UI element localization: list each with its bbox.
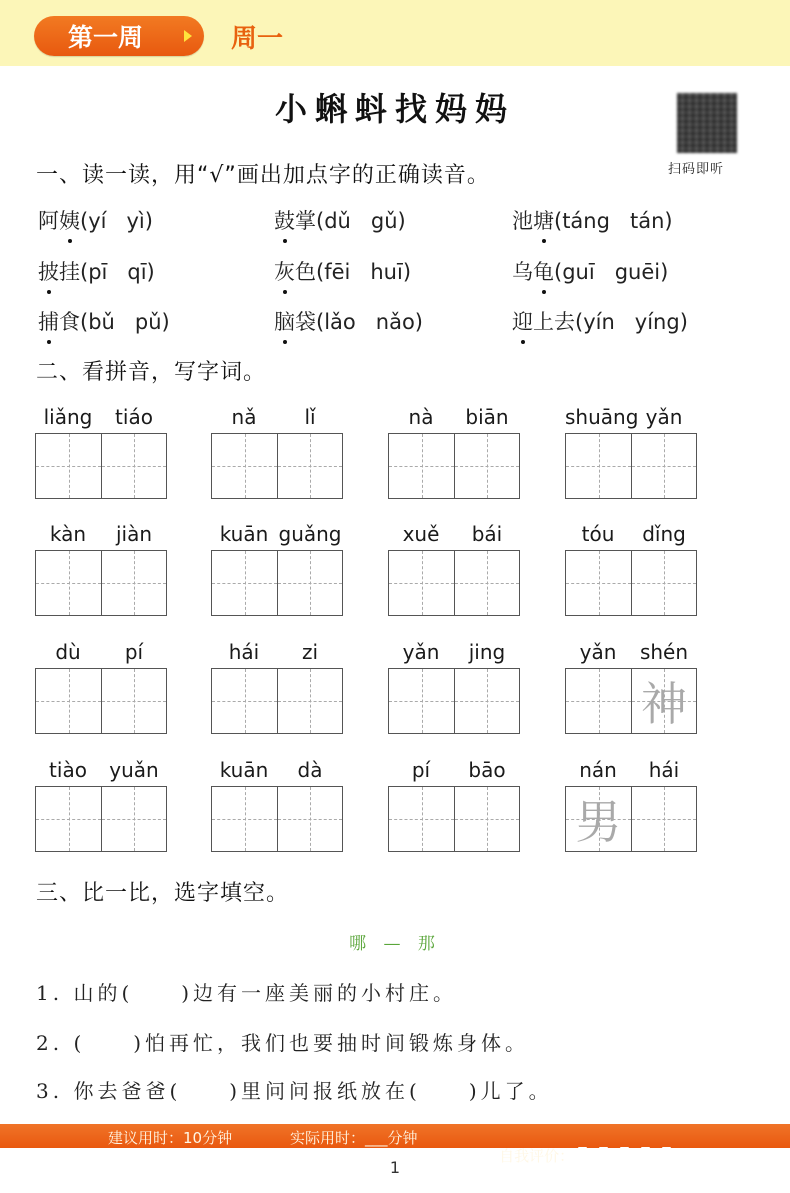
- fill-sentence-2: 2. ( )怕再忙，我们也要抽时间锻炼身体。: [36, 1031, 530, 1055]
- self-eval-label: 自我评价：: [499, 1147, 575, 1165]
- pinyin-label: [35, 758, 167, 784]
- pinyin-label: [211, 758, 343, 784]
- writing-cell[interactable]: [389, 669, 454, 733]
- tian-zi-box: [565, 786, 697, 852]
- reading-word: [512, 260, 554, 284]
- pinyin-syllable: hái: [228, 640, 260, 664]
- reading-word: [274, 260, 316, 284]
- character: 色: [295, 260, 316, 284]
- writing-cell[interactable]: [454, 669, 519, 733]
- writing-cell[interactable]: [101, 669, 166, 733]
- pinyin-syllable: shuāng: [565, 405, 639, 429]
- character: 挂: [59, 260, 80, 284]
- pronunciation-options[interactable]: (dǔ gǔ): [316, 209, 406, 233]
- writing-cell[interactable]: [566, 434, 631, 498]
- writing-cell[interactable]: [212, 434, 277, 498]
- reading-item: [274, 306, 423, 336]
- reading-item: [38, 256, 155, 286]
- pinyin-syllable: yǎn: [645, 405, 683, 429]
- tian-zi-box: [388, 550, 520, 616]
- week-label: 第一周: [68, 23, 144, 52]
- section-2-heading: 二、看拼音，写字词。: [36, 360, 267, 385]
- writing-cell[interactable]: [454, 551, 519, 615]
- pinyin-syllable: dǐng: [642, 522, 686, 546]
- section-3-heading: 三、比一比，选字填空。: [36, 881, 290, 906]
- writing-cell[interactable]: [277, 434, 342, 498]
- dotted-character: 迎: [512, 306, 533, 336]
- writing-cell[interactable]: [36, 551, 101, 615]
- pinyin-label: [388, 522, 520, 548]
- tian-zi-box: [388, 668, 520, 734]
- pinyin-label: [565, 405, 697, 431]
- writing-cell[interactable]: [631, 551, 696, 615]
- pinyin-label: [211, 640, 343, 666]
- pinyin-syllable: tiáo: [115, 405, 153, 429]
- suggested-time: 建议用时：10分钟: [108, 1129, 233, 1147]
- writing-cell[interactable]: [101, 434, 166, 498]
- tian-zi-box: [565, 550, 697, 616]
- qr-code-icon[interactable]: [677, 93, 737, 153]
- pronunciation-options[interactable]: (lǎo nǎo): [316, 310, 423, 334]
- writing-cell[interactable]: [389, 551, 454, 615]
- pinyin-syllable: kàn: [49, 522, 87, 546]
- writing-cell[interactable]: [277, 669, 342, 733]
- pinyin-label: [565, 758, 697, 784]
- pinyin-label: [388, 640, 520, 666]
- pinyin-label: [565, 640, 697, 666]
- pinyin-label: [388, 758, 520, 784]
- pinyin-label: [35, 522, 167, 548]
- pinyin-syllable: jing: [468, 640, 506, 664]
- reading-item: [512, 205, 673, 235]
- tian-zi-box: [565, 433, 697, 499]
- pinyin-syllable: nán: [579, 758, 617, 782]
- tian-zi-box: [565, 668, 697, 734]
- pinyin-syllable: dà: [297, 758, 323, 782]
- writing-cell[interactable]: [36, 787, 101, 851]
- dotted-character: 姨: [59, 205, 80, 235]
- tian-zi-box: [211, 433, 343, 499]
- pinyin-syllable: tiào: [49, 758, 87, 782]
- writing-cell[interactable]: [212, 551, 277, 615]
- pronunciation-options[interactable]: (pī qī): [80, 260, 155, 284]
- page-number: 1: [389, 1158, 401, 1177]
- pinyin-syllable: yǎn: [579, 640, 617, 664]
- fill-sentence-3: 3. 你去爸爸( )里问问报纸放在( )儿了。: [36, 1079, 553, 1103]
- character: 去: [554, 310, 575, 334]
- pronunciation-options[interactable]: (fēi huī): [316, 260, 412, 284]
- tian-zi-box: [388, 786, 520, 852]
- character: 阿: [38, 209, 59, 233]
- pinyin-syllable: nǎ: [231, 405, 257, 429]
- pinyin-syllable: zi: [301, 640, 319, 664]
- reading-word: [38, 209, 80, 233]
- dotted-character: 龟: [533, 256, 554, 286]
- reading-word: [38, 260, 80, 284]
- reading-word: [274, 209, 316, 233]
- reading-item: [38, 205, 153, 235]
- reading-item: [512, 306, 688, 336]
- tian-zi-box: [388, 433, 520, 499]
- pinyin-syllable: lǐ: [304, 405, 316, 429]
- footer-band: [0, 1124, 790, 1165]
- pronunciation-options[interactable]: (guī guēi): [554, 260, 669, 284]
- tian-zi-box: [211, 786, 343, 852]
- pinyin-syllable: biān: [465, 405, 509, 429]
- writing-cell[interactable]: [566, 551, 631, 615]
- tian-zi-box: [35, 433, 167, 499]
- character: 食: [59, 310, 80, 334]
- writing-cell[interactable]: [631, 669, 696, 733]
- writing-cell[interactable]: [389, 787, 454, 851]
- character: 上: [533, 310, 554, 334]
- pinyin-label: [211, 522, 343, 548]
- pinyin-label: [388, 405, 520, 431]
- pronunciation-options[interactable]: (bǔ pǔ): [80, 310, 170, 334]
- writing-cell[interactable]: [212, 669, 277, 733]
- character: 池: [512, 209, 533, 233]
- writing-cell[interactable]: [277, 787, 342, 851]
- handwritten-character: 神: [641, 677, 687, 731]
- day-label: 周一: [231, 24, 284, 54]
- pinyin-syllable: pí: [124, 640, 144, 664]
- pinyin-label: [565, 522, 697, 548]
- pinyin-label: [211, 405, 343, 431]
- tian-zi-box: [35, 786, 167, 852]
- pinyin-syllable: guǎng: [278, 522, 342, 546]
- pinyin-label: [35, 640, 167, 666]
- tian-zi-box: [35, 668, 167, 734]
- pinyin-syllable: yǎn: [402, 640, 440, 664]
- pinyin-syllable: bāo: [468, 758, 506, 782]
- pinyin-syllable: kuān: [219, 522, 269, 546]
- writing-cell[interactable]: [454, 434, 519, 498]
- dotted-character: 鼓: [274, 205, 295, 235]
- reading-word: [274, 310, 316, 334]
- writing-cell[interactable]: [454, 787, 519, 851]
- pinyin-syllable: dù: [55, 640, 81, 664]
- arrow-right-icon: [184, 30, 192, 42]
- pronunciation-options[interactable]: (táng tán): [554, 209, 673, 233]
- dotted-character: 捕: [38, 306, 59, 336]
- pinyin-syllable: pí: [411, 758, 431, 782]
- writing-cell[interactable]: [36, 434, 101, 498]
- handwritten-character: 男: [575, 795, 622, 849]
- pronunciation-options[interactable]: (yí yì): [80, 209, 153, 233]
- dotted-character: 灰: [274, 256, 295, 286]
- dotted-character: 塘: [533, 205, 554, 235]
- pinyin-syllable: jiàn: [115, 522, 153, 546]
- reading-item: [512, 256, 668, 286]
- compare-pair: 哪 — 那: [349, 934, 441, 954]
- pinyin-syllable: tóu: [581, 522, 615, 546]
- writing-cell[interactable]: [566, 669, 631, 733]
- pinyin-syllable: nà: [408, 405, 434, 429]
- reading-word: [512, 310, 575, 334]
- pinyin-syllable: hái: [648, 758, 680, 782]
- pinyin-syllable: yuǎn: [109, 758, 159, 782]
- tian-zi-box: [35, 550, 167, 616]
- writing-cell[interactable]: [389, 434, 454, 498]
- reading-item: [274, 256, 411, 286]
- writing-cell[interactable]: [566, 787, 631, 851]
- pinyin-syllable: xuě: [402, 522, 440, 546]
- dotted-character: 脑: [274, 306, 295, 336]
- pinyin-syllable: liǎng: [43, 405, 93, 429]
- actual-time: 实际用时：___分钟: [290, 1129, 418, 1147]
- writing-cell[interactable]: [36, 669, 101, 733]
- pronunciation-options[interactable]: (yín yíng): [575, 310, 688, 334]
- pinyin-syllable: shén: [639, 640, 689, 664]
- tian-zi-box: [211, 668, 343, 734]
- pinyin-syllable: bái: [471, 522, 503, 546]
- reading-item: [38, 306, 170, 336]
- section-1-heading: 一、读一读，用“√”画出加点字的正确读音。: [36, 163, 490, 188]
- writing-cell[interactable]: [631, 787, 696, 851]
- tian-zi-box: [211, 550, 343, 616]
- reading-item: [274, 205, 406, 235]
- character: 袋: [295, 310, 316, 334]
- writing-cell[interactable]: [212, 787, 277, 851]
- writing-cell[interactable]: [101, 551, 166, 615]
- reading-word: [512, 209, 554, 233]
- page-title: 小蝌蚪找妈妈: [274, 90, 515, 128]
- character: 乌: [512, 260, 533, 284]
- week-badge: [34, 16, 204, 56]
- qr-caption: 扫码即听: [668, 162, 725, 177]
- fill-sentence-1: 1. 山的( )边有一座美丽的小村庄。: [36, 981, 458, 1005]
- pinyin-syllable: kuān: [219, 758, 269, 782]
- reading-word: [38, 310, 80, 334]
- writing-cell[interactable]: [101, 787, 166, 851]
- writing-cell[interactable]: [631, 434, 696, 498]
- writing-cell[interactable]: [277, 551, 342, 615]
- dotted-character: 披: [38, 256, 59, 286]
- character: 掌: [295, 209, 316, 233]
- pinyin-label: [35, 405, 167, 431]
